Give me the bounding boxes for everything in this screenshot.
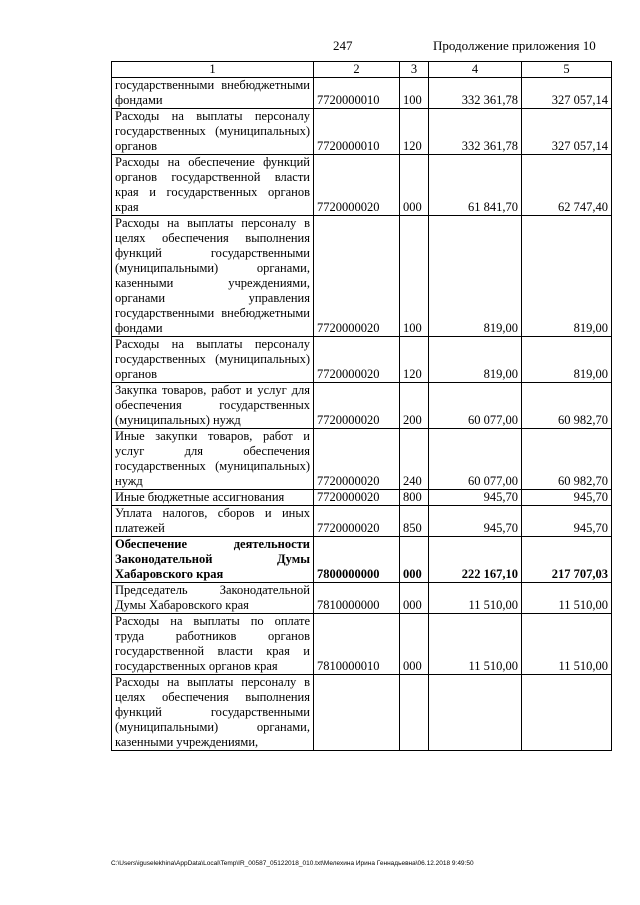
column-number-header [112,62,612,78]
target-code: 7720000020 [314,490,400,506]
expense-name: Расходы на выплаты персоналу государственных (муниципальных) органов [112,109,314,155]
target-code: 7800000000 [314,537,400,583]
target-code: 7720000010 [314,109,400,155]
expense-name: Закупка товаров, работ и услуг для обеспечения государственных (муниципальных) нужд [112,383,314,429]
expense-type-code: 100 [400,216,429,337]
amount-year-1: 945,70 [429,490,522,506]
expense-name: Обеспечение деятельности Законодательной Думы Хабаровского края [112,537,314,583]
page-number: 247 [333,38,353,53]
target-code: 7810000000 [314,583,400,614]
table-row [112,490,612,506]
amount-year-1: 819,00 [429,216,522,337]
expense-name: Расходы на выплаты персоналу в целях обеспечения выполнения функций государственными (муниципальными) органами, казенными учреждениями, органами управления государственными внебюджетными фондами [112,216,314,337]
expense-name: Расходы на выплаты персоналу государственных (муниципальных) органов [112,337,314,383]
expense-type-code: 100 [400,78,429,109]
expense-name: Иные бюджетные ассигнования [112,490,314,506]
amount-year-2: 217 707,03 [522,537,612,583]
column-header: 4 [429,62,522,78]
continuation-label: Продолжение приложения 10 [433,38,596,53]
amount-year-2: 60 982,70 [522,429,612,490]
expense-type-code: 120 [400,337,429,383]
column-header: 5 [522,62,612,78]
expense-type-code: 120 [400,109,429,155]
amount-year-2: 819,00 [522,337,612,383]
table-row [112,337,612,383]
expense-name: Расходы на обеспечение функций органов государственной власти края и государственных органов края [112,155,314,216]
table-row-section-total [112,537,612,583]
table-row [112,109,612,155]
expense-type-code: 850 [400,506,429,537]
file-path-footer: C:\Users\iguselekhina\AppData\Local\Temp\IR_00587_05122018_010.txt\Мелехина Ирина Геннадьевна\06.12.2018 9:49:50 [111,860,474,867]
expense-type-code: 240 [400,429,429,490]
expense-name: Расходы на выплаты персоналу в целях обеспечения выполнения функций государственными (муниципальными) органами, казенными учреждениями, [112,675,314,751]
amount-year-1: 945,70 [429,506,522,537]
amount-year-1: 11 510,00 [429,583,522,614]
column-header: 3 [400,62,429,78]
amount-year-2 [522,675,612,751]
table-row [112,155,612,216]
target-code: 7720000020 [314,337,400,383]
column-header: 2 [314,62,400,78]
expense-name: Расходы на выплаты по оплате труда работников органов государственной власти края и государственных органов края [112,614,314,675]
amount-year-2: 945,70 [522,506,612,537]
expense-type-code: 000 [400,155,429,216]
table-row [112,583,612,614]
table-row [112,614,612,675]
amount-year-2: 819,00 [522,216,612,337]
amount-year-2: 327 057,14 [522,78,612,109]
target-code [314,675,400,751]
budget-table [111,61,612,751]
target-code: 7810000010 [314,614,400,675]
expense-name: Председатель Законодательной Думы Хабаровского края [112,583,314,614]
expense-type-code: 000 [400,614,429,675]
expense-type-code [400,675,429,751]
expense-name: Иные закупки товаров, работ и услуг для обеспечения государственных (муниципальных) нужд [112,429,314,490]
expense-type-code: 000 [400,583,429,614]
table-row [112,506,612,537]
target-code: 7720000020 [314,383,400,429]
amount-year-2: 60 982,70 [522,383,612,429]
table-row [112,78,612,109]
expense-type-code: 800 [400,490,429,506]
amount-year-1: 60 077,00 [429,383,522,429]
target-code: 7720000020 [314,506,400,537]
column-header: 1 [112,62,314,78]
amount-year-1: 222 167,10 [429,537,522,583]
target-code: 7720000020 [314,216,400,337]
amount-year-1: 61 841,70 [429,155,522,216]
amount-year-2: 945,70 [522,490,612,506]
amount-year-2: 11 510,00 [522,583,612,614]
target-code: 7720000010 [314,78,400,109]
amount-year-2: 11 510,00 [522,614,612,675]
amount-year-1: 332 361,78 [429,109,522,155]
expense-name: Уплата налогов, сборов и иных платежей [112,506,314,537]
amount-year-1: 60 077,00 [429,429,522,490]
amount-year-1: 11 510,00 [429,614,522,675]
amount-year-2: 327 057,14 [522,109,612,155]
table-row [112,429,612,490]
table-row [112,675,612,751]
expense-type-code: 000 [400,537,429,583]
target-code: 7720000020 [314,155,400,216]
table-row [112,216,612,337]
expense-name: государственными внебюджетными фондами [112,78,314,109]
amount-year-1: 332 361,78 [429,78,522,109]
target-code: 7720000020 [314,429,400,490]
amount-year-1 [429,675,522,751]
expense-type-code: 200 [400,383,429,429]
amount-year-1: 819,00 [429,337,522,383]
amount-year-2: 62 747,40 [522,155,612,216]
table-row [112,383,612,429]
